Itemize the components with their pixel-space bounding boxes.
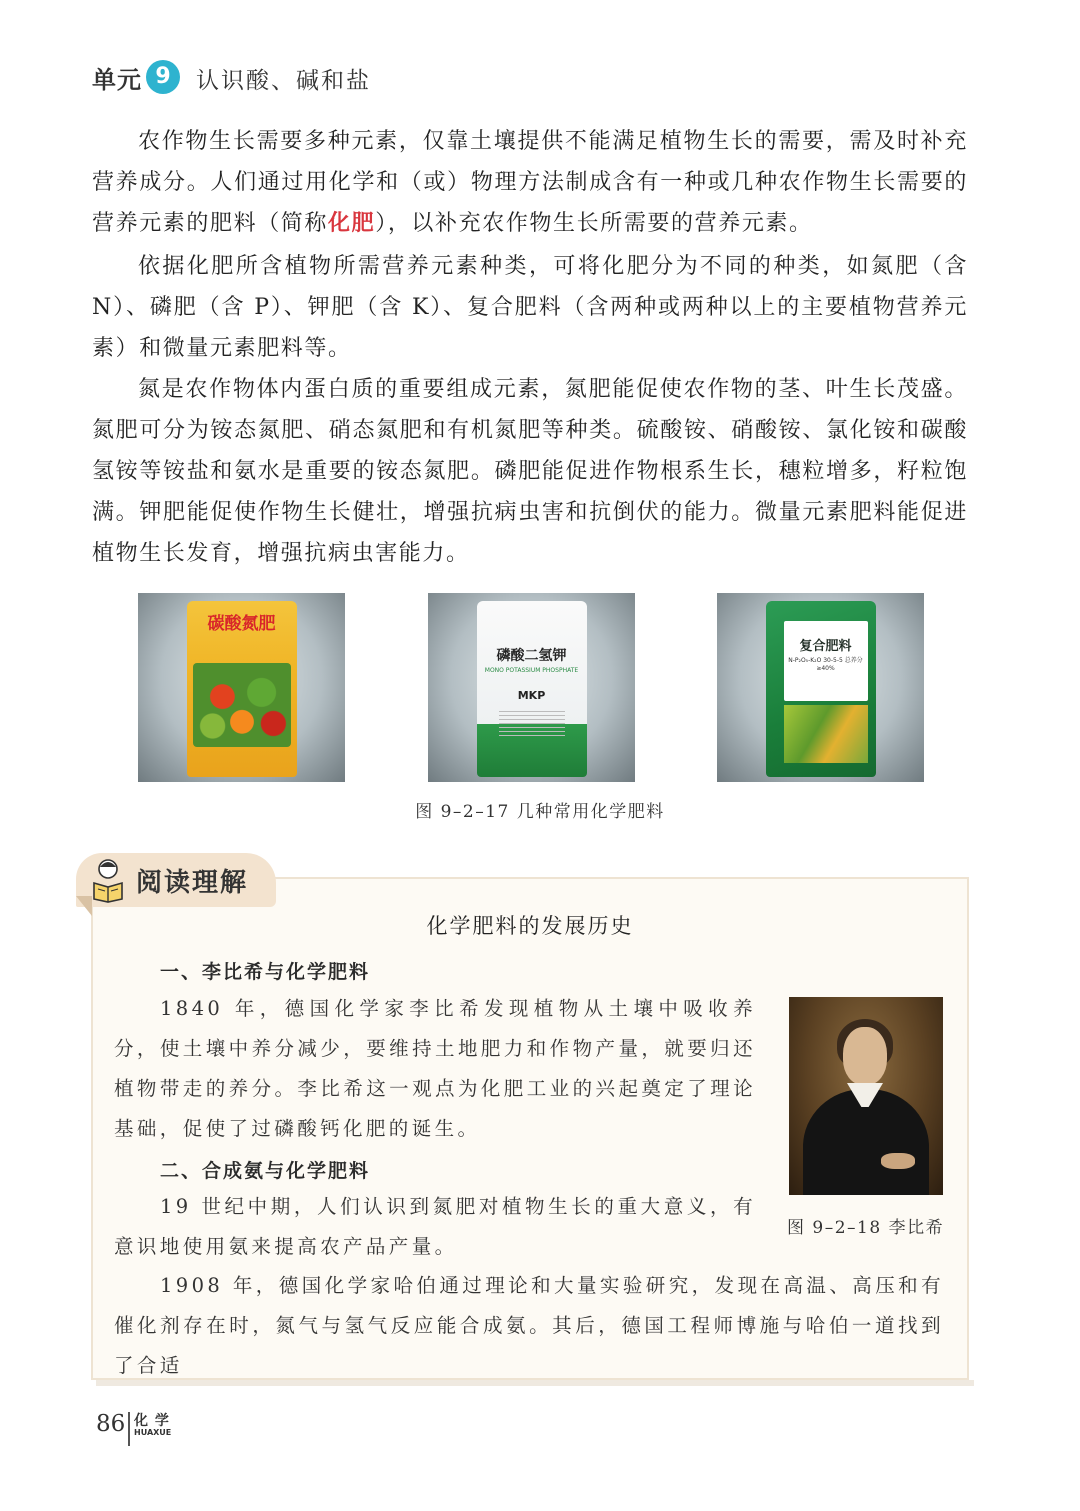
reading-paragraph-2: 19 世纪中期，人们认识到氮肥对植物生长的重大意义，有意识地使用氨来提高农产品产量。 — [114, 1195, 756, 1258]
reading-student-icon — [88, 857, 128, 903]
bag-2-mark: MKP — [517, 689, 546, 702]
footer-subject-pinyin: HUAXUE — [134, 1428, 172, 1437]
vegetables-image — [193, 663, 291, 747]
compound-fertilizer-bag — [766, 601, 876, 777]
keyword-highlight: 化肥 — [328, 211, 376, 236]
figure-caption-18: 图 9–2–18 李比希 — [787, 1218, 945, 1238]
footer-divider — [128, 1412, 130, 1446]
fertilizer-photo-2 — [428, 593, 635, 782]
reading-paragraph-1: 1840 年，德国化学家李比希发现植物从土壤中吸收养分，使土壤中养分减少，要维持土地肥力和作物产量，就要归还植物带走的养分。李比希这一观点为化肥工业的兴起奠定了理论基础，促使了过磷酸钙化肥的诞生。 — [114, 997, 756, 1140]
bag-3-formula: N-P₂O₅-K₂O 30-5-5 总养分≥40% — [788, 657, 863, 672]
fertilizer-photo-3 — [717, 593, 924, 782]
nitrogen-fertilizer-bag — [187, 601, 297, 777]
unit-title: 认识酸、碱和盐 — [196, 68, 371, 94]
bag-2-title: 磷酸二氢钾 — [496, 648, 567, 664]
paragraph-3: 氮是农作物体内蛋白质的重要组成元素，氮肥能促使农作物的茎、叶生长茂盛。氮肥可分为铵态氮肥、硝态氮肥和有机氮肥等种类。硫酸铵、硝酸铵、氯化铵和碳酸氢铵等铵盐和氨水是重要的铵态氮肥。磷肥能促进作物根系生长，穗粒增多，籽粒饱满。钾肥能促使作物生长健壮，增强抗病虫害和抗倒伏的能力。微量元素肥料能促进植物生长发育，增强抗病虫害能力。 — [92, 377, 968, 566]
portrait-face — [843, 1027, 887, 1085]
crop-field-image — [784, 705, 868, 763]
paragraph-2: 依据化肥所含植物所需营养元素种类，可将化肥分为不同的种类，如氮肥（含N）、磷肥（含 P）、钾肥（含 K）、复合肥料（含两种或两种以上的主要植物营养元素）和微量元素肥料等。 — [92, 254, 968, 361]
mkp-fertilizer-bag — [477, 601, 587, 777]
bag-3-title: 复合肥料 — [799, 639, 852, 654]
fertilizer-photo-1 — [138, 593, 345, 782]
reading-title: 化学肥料的发展历史 — [426, 914, 634, 938]
portrait-hand — [881, 1153, 915, 1169]
figure-caption-17: 图 9–2–17 几种常用化学肥料 — [415, 802, 665, 822]
bag-2-fine-print — [499, 711, 565, 737]
bag-1-title: 碳酸氮肥 — [207, 614, 276, 634]
reading-paragraph-3: 1908 年，德国化学家哈伯通过理论和大量实验研究，发现在高温、高压和有催化剂存在时，氮气与氢气反应能合成氨。其后，德国工程师博施与哈伯一道找到了合适 — [114, 1274, 944, 1377]
reading-tab-title: 阅读理解 — [136, 868, 249, 898]
reading-heading-1: 一、李比希与化学肥料 — [160, 961, 371, 983]
unit-label: 单元 — [92, 66, 142, 94]
paragraph-1: 农作物生长需要多种元素，仅靠土壤提供不能满足植物生长的需要，需及时补充营养成分。人们通过用化学和（或）物理方法制成含有一种或几种农作物生长需要的营养元素的肥料（简称化肥），以补充农作物生长所需要的营养元素。 — [92, 129, 968, 236]
reading-heading-2: 二、合成氨与化学肥料 — [160, 1160, 371, 1182]
page-number: 86 — [96, 1411, 126, 1437]
liebig-portrait — [789, 997, 943, 1195]
bag-2-subtitle: MONO POTASSIUM PHOSPHATE — [484, 667, 579, 674]
footer-subject: 化 学 — [134, 1413, 170, 1429]
unit-number-badge: 9 — [146, 60, 180, 94]
